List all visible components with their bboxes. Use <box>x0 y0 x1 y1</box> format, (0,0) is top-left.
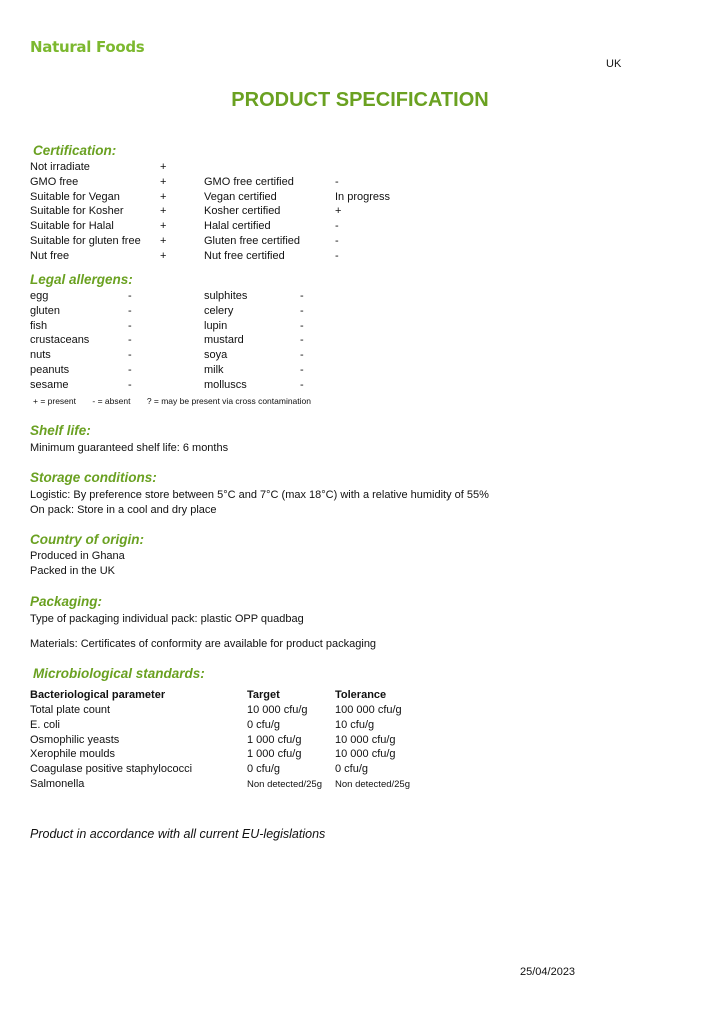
col-tolerance: Tolerance <box>335 689 387 701</box>
legend-cross-contamination: ? = may be present via cross contamination <box>146 396 311 406</box>
allergen-name: lupin <box>204 319 228 332</box>
cert-certified-label: GMO free certified <box>204 175 294 188</box>
cert-certified-label: Nut free certified <box>204 249 285 262</box>
cert-value: + <box>160 161 167 173</box>
cert-label: Nut free <box>30 249 70 262</box>
cert-status: + <box>335 205 342 218</box>
micro-parameter: Osmophilic yeasts <box>30 733 120 746</box>
brand-logo: Natural Foods <box>30 38 145 56</box>
micro-tolerance: 10 cfu/g <box>335 718 375 731</box>
origin-packed: Packed in the UK <box>30 565 115 577</box>
allergen-value: - <box>300 364 304 376</box>
allergen-name: soya <box>204 349 228 362</box>
micro-parameter: E. coli <box>30 718 60 731</box>
cert-status: - <box>335 235 339 247</box>
cert-status: - <box>335 175 339 188</box>
allergen-value: - <box>300 304 304 317</box>
allergen-value: - <box>300 378 304 391</box>
allergen-value: - <box>300 290 304 302</box>
micro-parameter: Total plate count <box>30 704 111 716</box>
page-title: PRODUCT SPECIFICATION <box>231 89 489 111</box>
legend-present: + = present <box>33 396 77 406</box>
allergen-legend <box>33 396 325 406</box>
allergen-name: celery <box>204 304 234 317</box>
micro-parameter: Coagulase positive staphylococci <box>30 763 193 776</box>
cert-value: + <box>160 235 167 247</box>
allergen-name: gluten <box>30 304 60 317</box>
allergen-value: - <box>300 334 304 347</box>
packaging-heading: Packaging: <box>30 594 103 609</box>
allergen-value: - <box>128 364 132 376</box>
storage-heading: Storage conditions: <box>30 470 157 485</box>
cert-label: Suitable for Halal <box>30 220 114 233</box>
certification-heading: Certification: <box>33 143 117 158</box>
allergen-name: milk <box>204 364 224 376</box>
cert-value: + <box>160 220 167 233</box>
col-parameter: Bacteriological parameter <box>30 689 166 701</box>
shelf-life-text: Minimum guaranteed shelf life: 6 months <box>30 442 229 454</box>
micro-heading: Microbiological standards: <box>33 666 205 681</box>
packaging-materials: Materials: Certificates of conformity are available for product packaging <box>30 638 377 650</box>
micro-tolerance: 100 000 cfu/g <box>335 704 402 716</box>
storage-logistic: Logistic: By preference store between 5°C and 7°C (max 18°C) with a relative humidity of 55% <box>30 489 489 501</box>
allergen-name: nuts <box>30 349 51 362</box>
allergen-value: - <box>128 378 132 391</box>
allergen-name: molluscs <box>204 378 247 391</box>
cert-label: Suitable for Kosher <box>30 205 124 218</box>
allergen-name: peanuts <box>30 364 70 376</box>
origin-produced: Produced in Ghana <box>30 550 125 562</box>
micro-target: Non detected/25g <box>247 779 323 790</box>
micro-tolerance: Non detected/25g <box>335 779 411 790</box>
col-target: Target <box>247 689 280 701</box>
allergen-name: mustard <box>204 334 244 347</box>
cert-certified-label: Kosher certified <box>204 205 281 218</box>
micro-tolerance: 10 000 cfu/g <box>335 748 396 761</box>
eu-legislation-note: Product in accordance with all current EU-legislations <box>30 827 326 841</box>
cert-value: + <box>160 175 167 188</box>
legend-absent: - = absent <box>92 396 131 406</box>
micro-parameter: Salmonella <box>30 778 85 790</box>
micro-target: 0 cfu/g <box>247 763 281 776</box>
allergen-name: sesame <box>30 378 69 391</box>
cert-certified-label: Halal certified <box>204 220 271 233</box>
shelf-life-heading: Shelf life: <box>30 423 91 438</box>
allergen-name: sulphites <box>204 290 248 302</box>
cert-status: - <box>335 220 339 233</box>
cert-certified-label: Gluten free certified <box>204 235 300 247</box>
micro-parameter: Xerophile moulds <box>30 748 115 761</box>
cert-value: + <box>160 249 167 262</box>
cert-status: In progress <box>335 190 391 203</box>
allergen-value: - <box>300 349 304 362</box>
cert-certified-label: Vegan certified <box>204 190 277 203</box>
allergen-name: crustaceans <box>30 334 90 347</box>
micro-target: 0 cfu/g <box>247 718 281 731</box>
allergen-value: - <box>128 349 132 362</box>
cert-label: Suitable for gluten free <box>30 235 141 247</box>
micro-tolerance: 10 000 cfu/g <box>335 733 396 746</box>
micro-target: 1 000 cfu/g <box>247 733 302 746</box>
cert-value: + <box>160 190 167 203</box>
allergen-name: egg <box>30 290 49 302</box>
allergen-value: - <box>128 334 132 347</box>
allergen-value: - <box>300 319 304 332</box>
allergens-heading: Legal allergens: <box>30 272 133 287</box>
cert-label: GMO free <box>30 175 79 188</box>
micro-tolerance: 0 cfu/g <box>335 763 369 776</box>
allergen-name: fish <box>30 319 48 332</box>
micro-target: 10 000 cfu/g <box>247 704 308 716</box>
micro-target: 1 000 cfu/g <box>247 748 302 761</box>
allergen-value: - <box>128 290 132 302</box>
packaging-type: Type of packaging individual pack: plastic OPP quadbag <box>30 613 304 625</box>
origin-heading: Country of origin: <box>30 532 144 547</box>
cert-label: Suitable for Vegan <box>30 190 120 203</box>
document-date: 25/04/2023 <box>520 966 576 978</box>
cert-value: + <box>160 205 167 218</box>
region-code: UK <box>606 58 622 70</box>
cert-status: - <box>335 249 339 262</box>
cert-label: Not irradiate <box>30 161 90 173</box>
allergen-value: - <box>128 319 132 332</box>
allergen-value: - <box>128 304 132 317</box>
storage-on-pack: On pack: Store in a cool and dry place <box>30 504 217 516</box>
